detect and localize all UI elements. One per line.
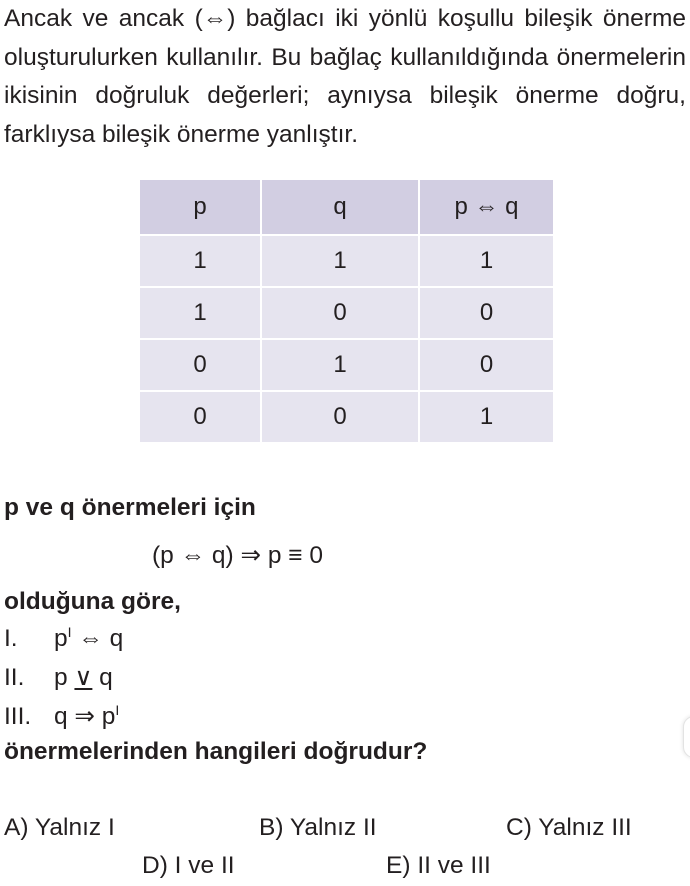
side-tab-handle[interactable] [683,716,690,758]
header-q: q [261,179,419,235]
table-cell: 0 [419,339,554,391]
statement-number: III. [4,703,32,730]
question-since: olduğuna göre, [4,588,181,615]
choice-label: E) [386,852,411,879]
question-prompt: önermelerinden hangileri doğrudur? [4,738,428,765]
question-given: p ve q önermeleri için [4,494,256,521]
table-cell: 1 [139,235,261,287]
table-cell: 0 [261,391,419,443]
choice-text: I ve II [174,852,235,879]
table-cell: 1 [419,391,554,443]
table-cell: 0 [139,339,261,391]
table-cell: 0 [139,391,261,443]
statement-number: II. [4,664,25,691]
truth-table [138,178,555,444]
choice-d[interactable] [142,852,235,880]
statement-iii [4,701,119,731]
choice-label: C) [506,814,532,841]
header-p: p [139,179,261,235]
table-cell: 1 [261,339,419,391]
question-condition: (p ⇔ q) ⇒ p ≡ 0 [152,542,323,569]
table-cell: 0 [419,287,554,339]
statement-expr-post: q [92,664,113,691]
header-p-iff-q: p ⇔ q [419,179,554,235]
statement-i [4,624,123,653]
prime-mark: I [115,701,120,718]
choice-text: Yalnız III [538,814,632,841]
exclusive-or-symbol: ∨ [74,664,93,691]
choice-label: D) [142,852,168,879]
choice-label: B) [259,814,284,841]
choice-e[interactable] [386,852,491,880]
table-row [139,287,554,339]
table-cell: 1 [419,235,554,287]
statement-expr-pre: q ⇒ p [54,703,116,730]
statement-ii [4,664,113,692]
table-cell: 1 [139,287,261,339]
table-cell: 1 [261,235,419,287]
table-row [139,235,554,287]
choice-text: Yalnız II [289,814,377,841]
choice-c[interactable] [506,814,632,842]
choice-text: II ve III [417,852,491,879]
table-cell: 0 [261,287,419,339]
choice-text: Yalnız I [34,814,115,841]
table-row [139,339,554,391]
statement-number: I. [4,625,18,653]
choice-a[interactable] [4,814,115,842]
prime-mark: I [67,624,72,640]
statement-expr-post: ⇔ q [71,625,124,653]
statement-expr-pre: p [54,664,75,691]
truth-table-header-row [139,179,554,235]
choice-label: A) [4,814,29,841]
statement-expr-pre: p [54,625,68,653]
choice-b[interactable] [259,814,377,842]
intro-paragraph: Ancak ve ancak (⇔) bağlacı iki yönlü koşullu bileşik önerme oluşturulurken kullanılır. Bu bağlaç kullanıldığında önermelerin ikisinin doğruluk değerleri; aynıysa bileşik önerme doğru, farklıysa bileşik önerme yanlıştır. [4,5,686,148]
table-row [139,391,554,443]
